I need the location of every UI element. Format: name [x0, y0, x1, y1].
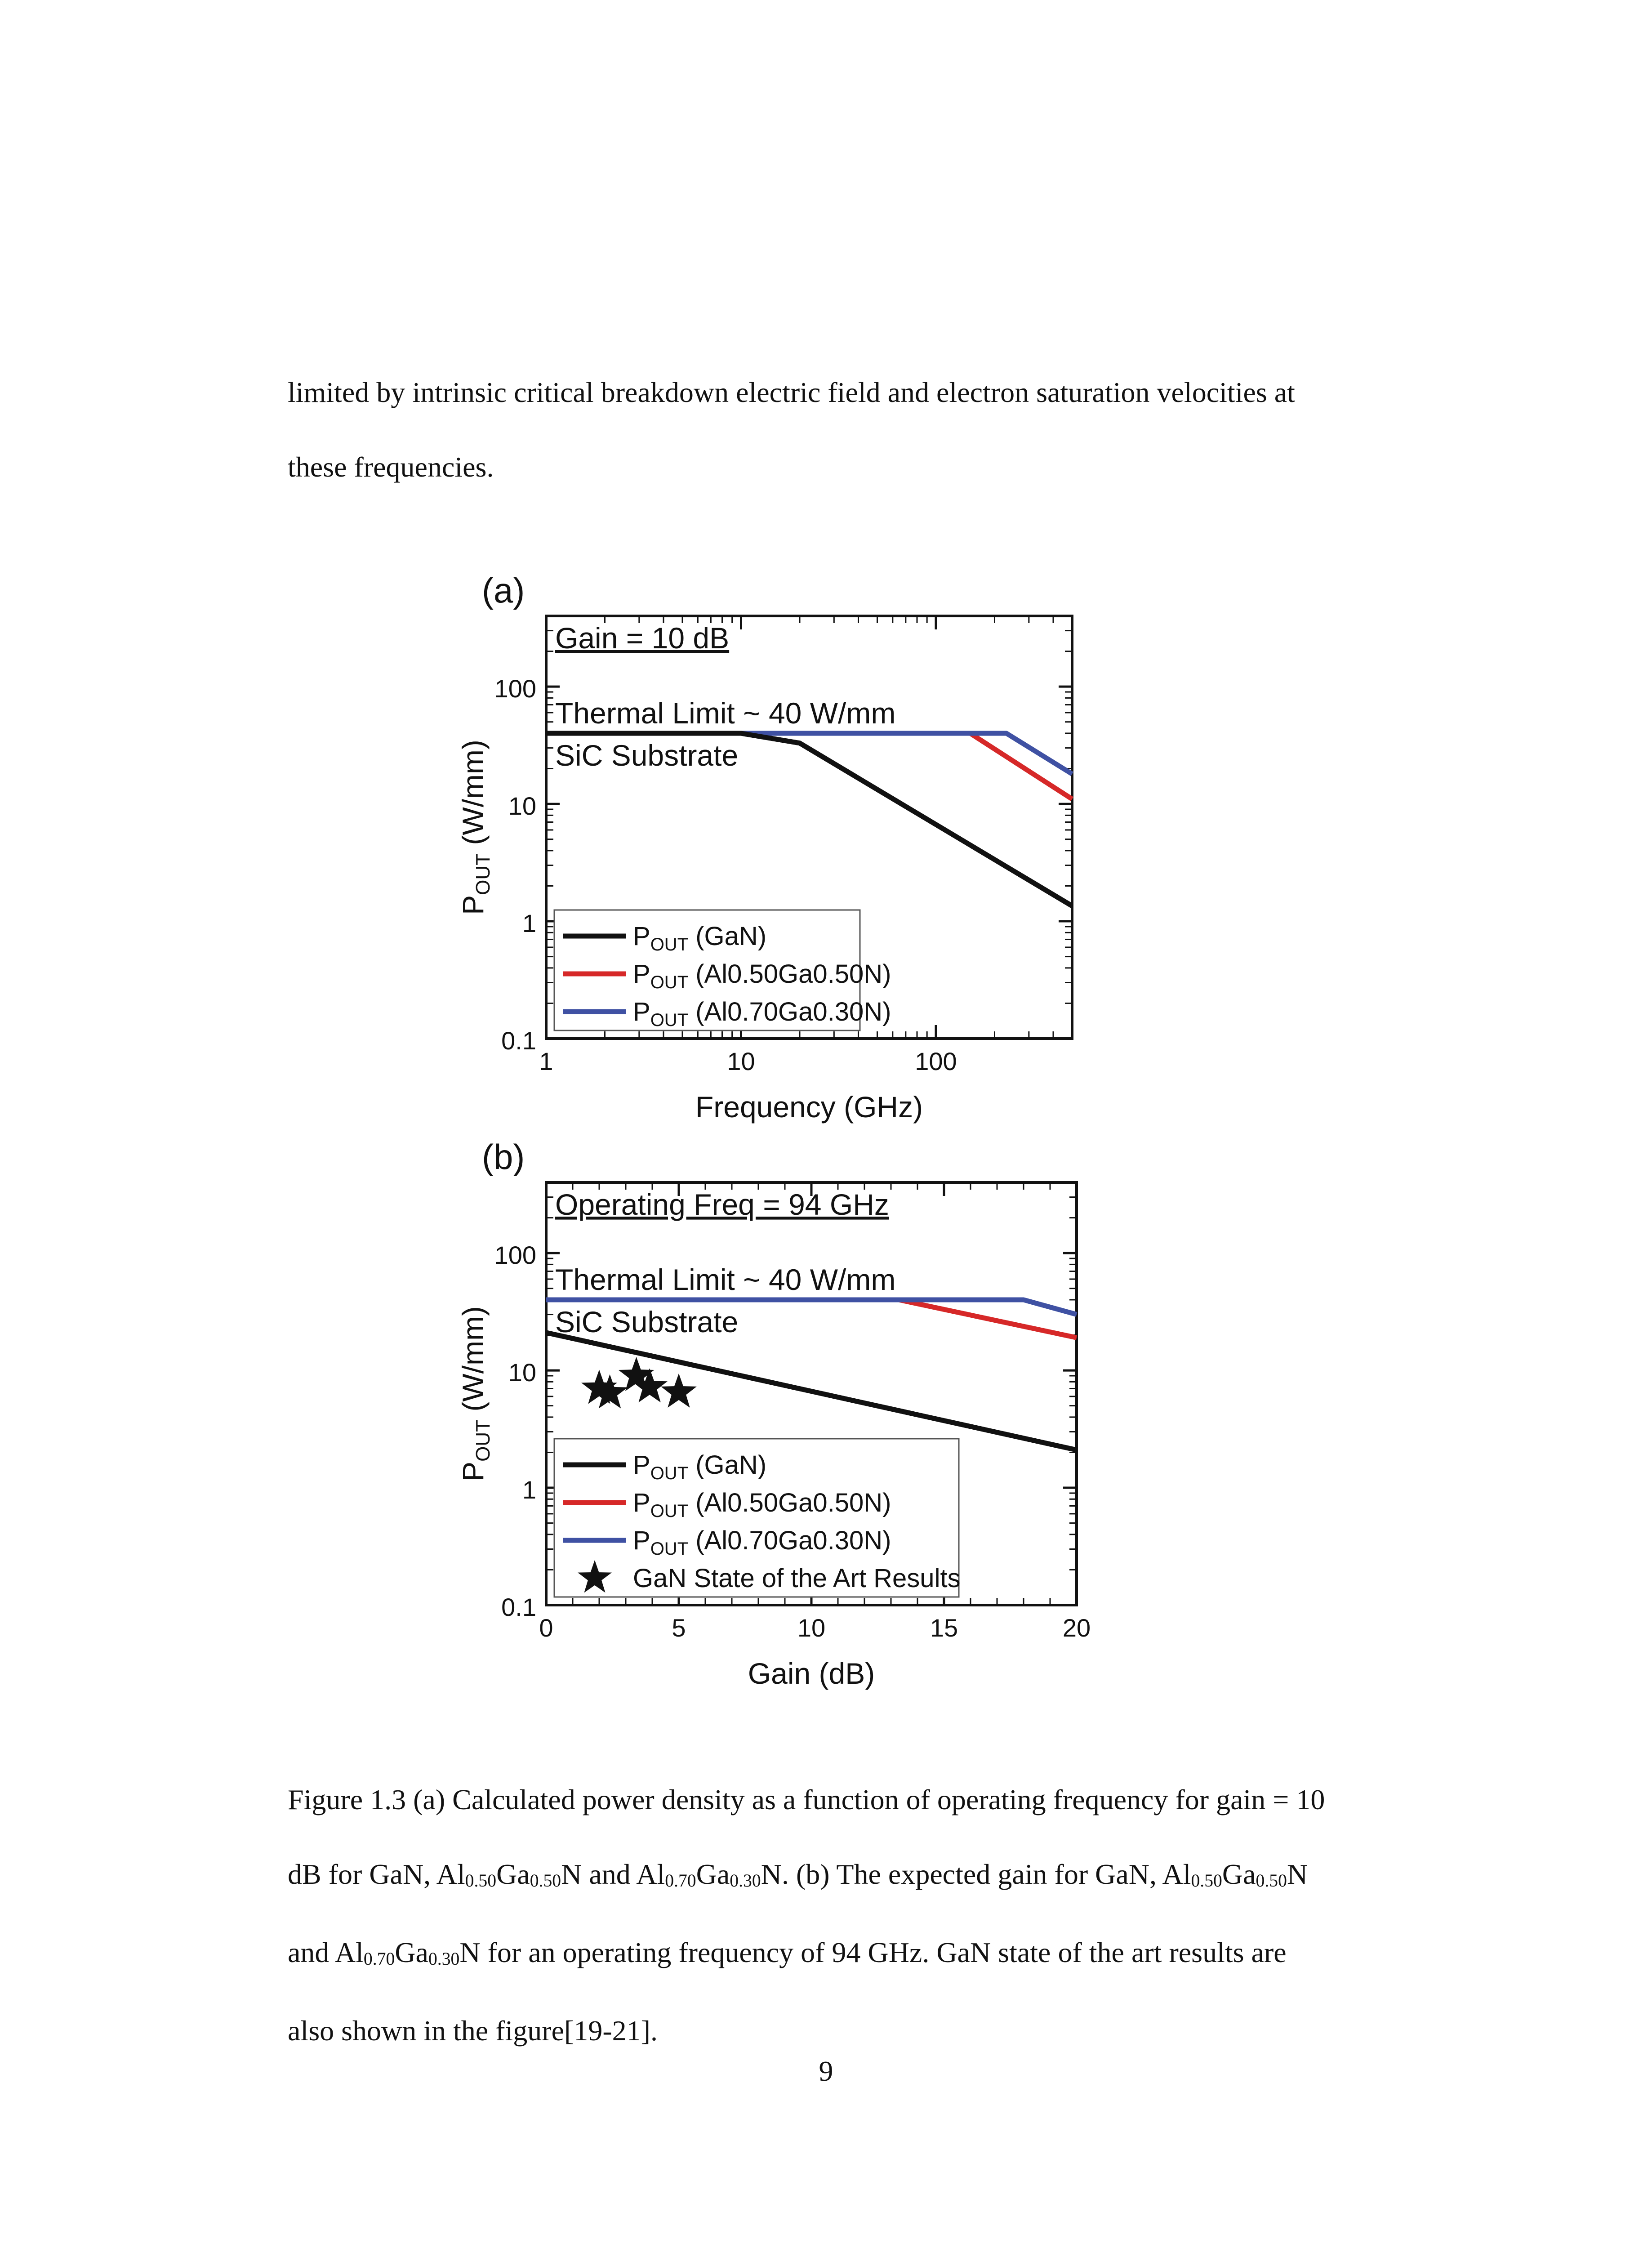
panel-a-label: (a) — [482, 571, 525, 610]
legend-label: $P_{OUT}$ (GaN) — [633, 922, 767, 955]
annotation-box-text: Gain = 10 dB — [555, 621, 730, 655]
caption-text: N and Al — [561, 1858, 665, 1890]
caption-text: Ga — [696, 1858, 730, 1890]
caption-text: Ga — [395, 1936, 428, 1968]
caption-line-1: Figure 1.3 (a) Calculated power density as a function of operating frequency for gain = 10 — [288, 1784, 1325, 1815]
caption-line-3 — [288, 1915, 1443, 1994]
chart-panel-b — [456, 1182, 1091, 1690]
y-tick-label: 0.1 — [501, 1026, 536, 1055]
x-axis-label: Gain (dB) — [748, 1657, 875, 1690]
annotation-box-text: Operating Freq = 94 GHz — [555, 1188, 889, 1221]
page-number: 9 — [819, 2055, 833, 2087]
legend-label: $P_{OUT}$ (Al0.50Ga0.50N) — [633, 1488, 891, 1521]
y-tick-label: 100 — [494, 674, 536, 703]
caption-text: Ga — [1222, 1858, 1256, 1890]
caption-subscript: 0.70 — [363, 1949, 395, 1969]
caption-subscript: 0.30 — [730, 1870, 761, 1891]
annotation-substrate: SiC Substrate — [555, 738, 739, 772]
caption-text: N. (b) The expected gain for GaN, Al — [761, 1858, 1191, 1890]
panel-b-label: (b) — [482, 1137, 525, 1177]
caption-line-4: also shown in the figure[19-21]. — [288, 2015, 658, 2047]
x-axis-label: Frequency (GHz) — [695, 1090, 923, 1124]
caption-subscript: 0.50 — [1256, 1870, 1287, 1891]
x-tick-label: 5 — [672, 1614, 686, 1642]
state-of-art-star — [661, 1374, 697, 1408]
figure-caption — [288, 1762, 1443, 2068]
legend-label: $P_{OUT}$ (Al0.70Ga0.30N) — [633, 997, 891, 1030]
legend-label: GaN State of the Art Results — [633, 1564, 961, 1593]
x-tick-label: 0 — [539, 1614, 553, 1642]
x-tick-label: 10 — [727, 1047, 755, 1075]
y-tick-label: 0.1 — [501, 1593, 536, 1621]
caption-subscript: 0.50 — [1191, 1870, 1222, 1891]
y-tick-label: 10 — [508, 792, 536, 821]
x-tick-label: 20 — [1062, 1614, 1091, 1642]
caption-text: Ga — [496, 1858, 530, 1890]
caption-text: and Al — [288, 1936, 364, 1968]
caption-text: N for an operating frequency of 94 GHz. GaN state of the art results are — [459, 1936, 1287, 1968]
y-tick-label: 1 — [522, 1476, 536, 1504]
legend-label: $P_{OUT}$ (GaN) — [633, 1450, 767, 1483]
series-line-gan — [546, 1333, 1077, 1450]
x-tick-label: 100 — [915, 1047, 957, 1075]
annotation-substrate: SiC Substrate — [555, 1305, 739, 1338]
y-tick-label: 1 — [522, 909, 536, 938]
legend-label: $P_{OUT}$ (Al0.50Ga0.50N) — [633, 959, 891, 992]
caption-subscript: 0.50 — [465, 1870, 497, 1891]
caption-subscript: 0.30 — [428, 1949, 460, 1969]
intro-line-2: these frequencies. — [288, 451, 494, 483]
caption-text: dB for GaN, Al — [288, 1858, 465, 1890]
x-tick-label: 15 — [930, 1614, 958, 1642]
intro-line-1: limited by intrinsic critical breakdown electric field and electron saturation velocities at — [288, 376, 1295, 408]
caption-subscript: 0.50 — [530, 1870, 561, 1891]
chart-panel-a — [456, 616, 1072, 1124]
y-tick-label: 10 — [508, 1358, 536, 1387]
annotation-thermal-limit: Thermal Limit ~ 40 W/mm — [555, 696, 896, 730]
y-tick-label: 100 — [494, 1241, 536, 1270]
caption-line-2 — [288, 1837, 1443, 1915]
caption-subscript: 0.70 — [665, 1870, 696, 1891]
caption-text: N — [1287, 1858, 1308, 1890]
y-axis-label: $P_{OUT}$ (W/mm) — [456, 740, 494, 915]
y-axis-label: $P_{OUT}$ (W/mm) — [456, 1306, 494, 1481]
x-tick-label: 10 — [797, 1614, 826, 1642]
x-tick-label: 1 — [539, 1047, 553, 1075]
annotation-thermal-limit: Thermal Limit ~ 40 W/mm — [555, 1262, 896, 1296]
legend-label: $P_{OUT}$ (Al0.70Ga0.30N) — [633, 1526, 891, 1559]
